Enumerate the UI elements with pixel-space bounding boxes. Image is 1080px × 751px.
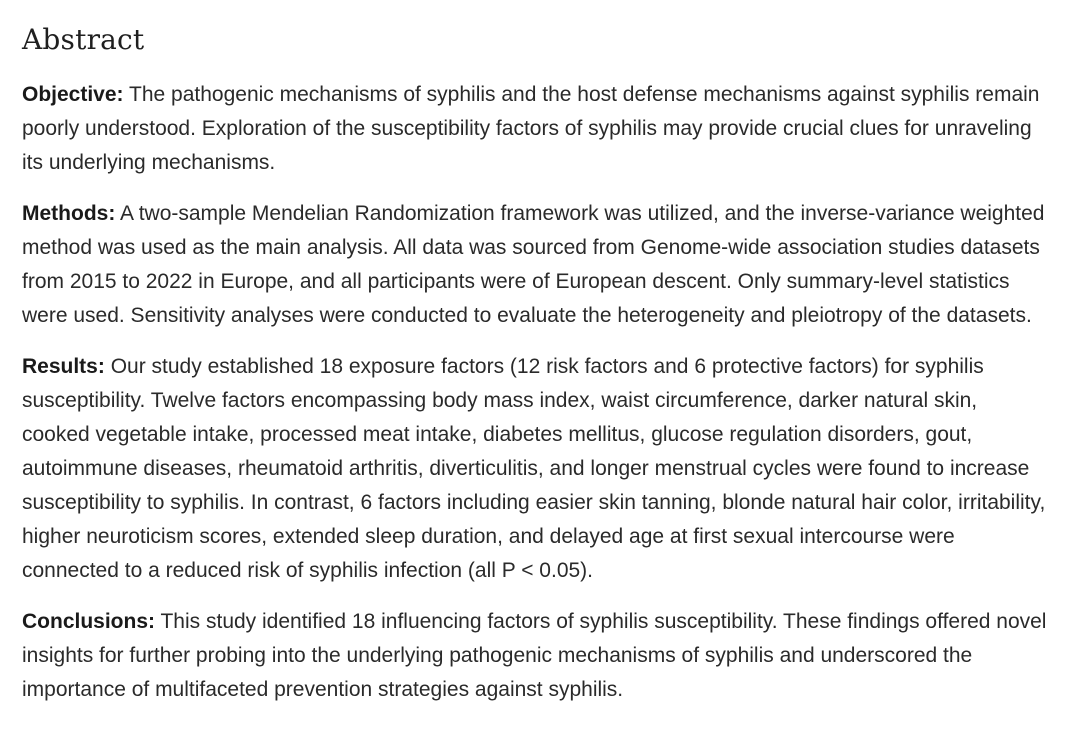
methods-label: Methods: <box>22 202 116 225</box>
results-section <box>22 350 1050 588</box>
methods-text: A two-sample Mendelian Randomization framework was utilized, and the inverse-variance weighted method was used as the main analysis. All data was sourced from Genome-wide association studies datasets from 2015 to 2022 in Europe, and all participants were of European descent. Only summary-level statistics were used. Sensitivity analyses were conducted to evaluate the heterogeneity and pleiotropy of the datasets. <box>22 202 1045 327</box>
conclusions-text: This study identified 18 influencing factors of syphilis susceptibility. These findings offered novel insights for further probing into the underlying pathogenic mechanisms of syphilis and underscored the importance of multifaceted prevention strategies against syphilis. <box>22 610 1047 701</box>
abstract-heading: Abstract <box>22 23 145 56</box>
conclusions-section <box>22 605 1050 707</box>
objective-section <box>22 78 1050 180</box>
objective-text: The pathogenic mechanisms of syphilis and the host defense mechanisms against syphilis remain poorly understood. Exploration of the susceptibility factors of syphilis may provide crucial clues for unraveling its underlying mechanisms. <box>22 83 1040 174</box>
methods-section <box>22 197 1050 333</box>
conclusions-label: Conclusions: <box>22 610 156 633</box>
results-label: Results: <box>22 355 105 378</box>
objective-label: Objective: <box>22 83 124 106</box>
results-text: Our study established 18 exposure factors (12 risk factors and 6 protective factors) for syphilis susceptibility. Twelve factors encompassing body mass index, waist circumference, darker natural skin, cooked vegetable intake, processed meat intake, diabetes mellitus, glucose regulation disorders, gout, autoimmune diseases, rheumatoid arthritis, diverticulitis, and longer menstrual cycles were found to increase susceptibility to syphilis. In contrast, 6 factors including easier skin tanning, blonde natural hair color, irritability, higher neuroticism scores, extended sleep duration, and delayed age at first sexual intercourse were connected to a reduced risk of syphilis infection (all P < 0.05). <box>22 355 1046 582</box>
